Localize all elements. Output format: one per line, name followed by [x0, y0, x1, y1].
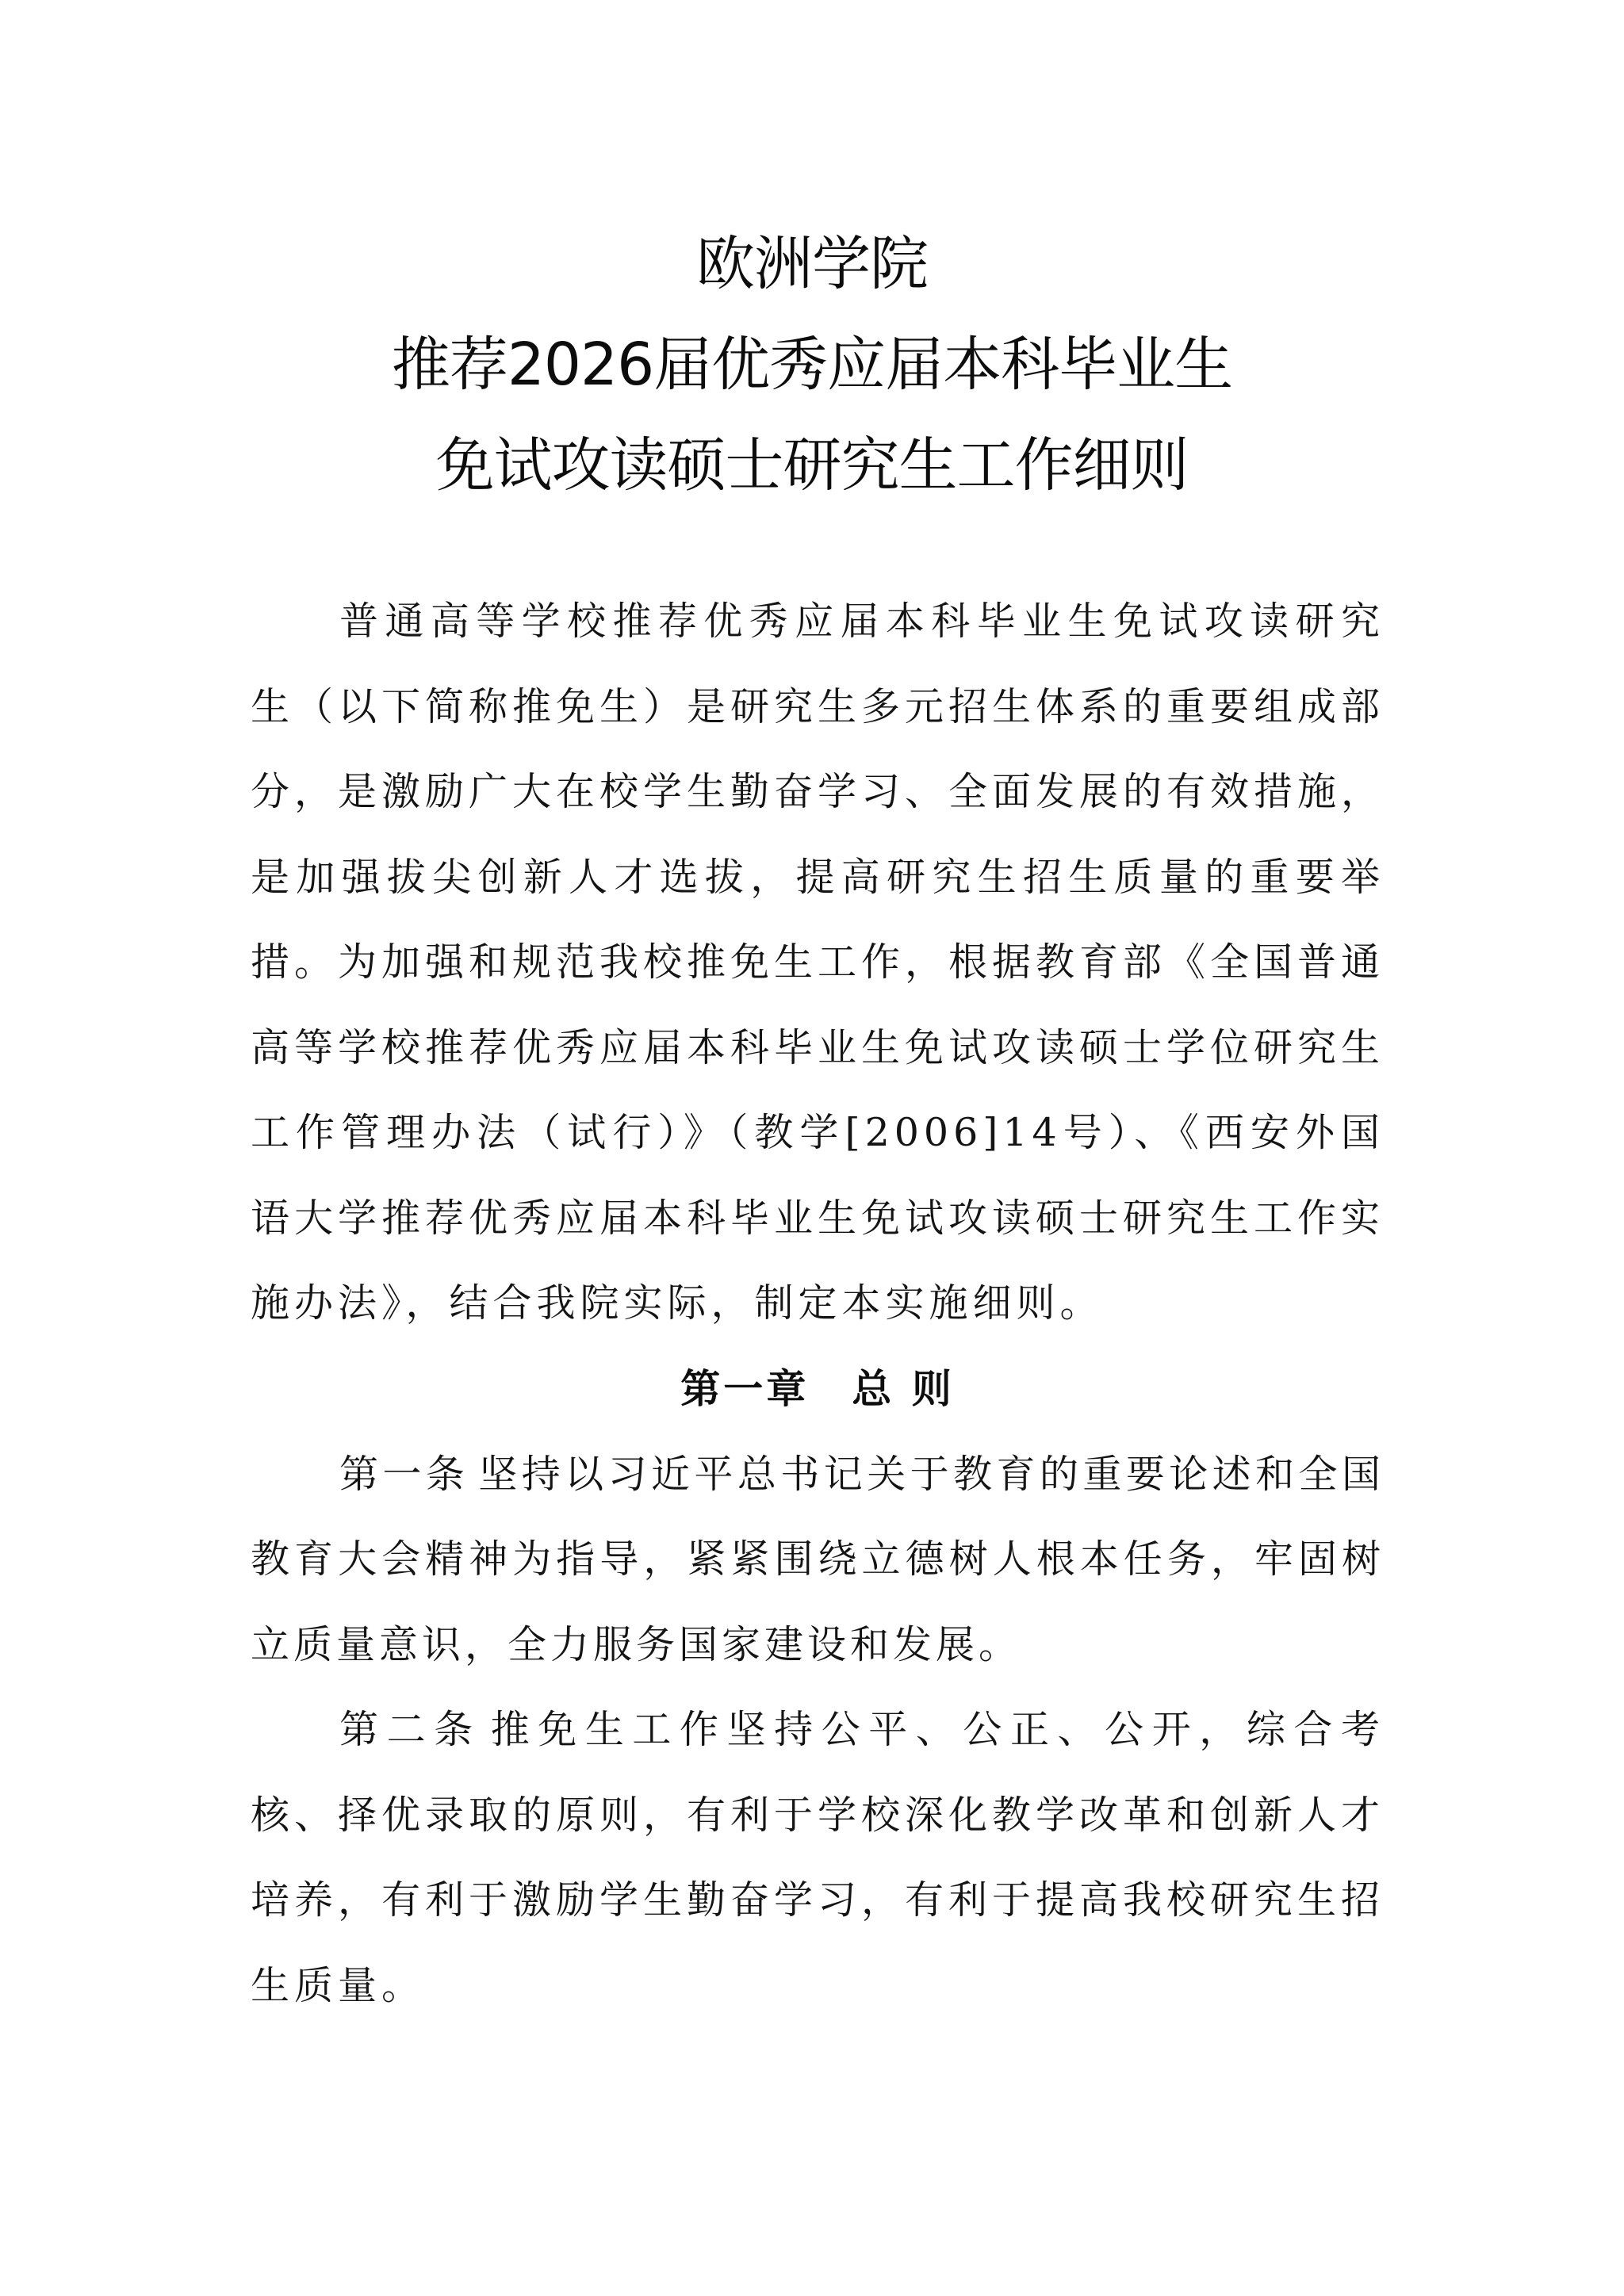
- title-line-document-type: 免试攻读硕士研究生工作细则: [435, 431, 1189, 499]
- title-line-institution: 欧洲学院: [696, 230, 928, 298]
- title-line-subject: 推荐2026届优秀应届本科毕业生: [391, 331, 1233, 399]
- document-title: [0, 214, 1624, 516]
- intro-paragraph: 普通高等学校推荐优秀应届本科毕业生免试攻读研究生（以下简称推免生）是研究生多元招生体系的重要组成部分，是激励广大在校学生勤奋学习、全面发展的有效措施，是加强拔尖创新人才选拔，提高研究生招生质量的重要举措。为加强和规范我校推免生工作，根据教育部《全国普通高等学校推荐优秀应届本科毕业生免试攻读硕士学位研究生工作管理办法（试行）》（教学[2006]14号）、《西安外国语大学推荐优秀应届本科毕业生免试攻读硕士研究生工作实施办法》，结合我院实际，制定本实施细则。: [251, 599, 1385, 1326]
- article-label: 第一条: [339, 1451, 469, 1497]
- article-2: [251, 1687, 1385, 2028]
- document-body: [251, 579, 1385, 2028]
- chapter-heading: 第一章 总 则: [680, 1365, 955, 1412]
- article-text: 推免生工作坚持公平、公正、公开，综合考核、择优录取的原则，有利于学校深化教学改革和创新人才培养，有利于激励学生勤奋学习，有利于提高我校研究生招生质量。: [251, 1707, 1385, 2008]
- article-1: [251, 1432, 1385, 1688]
- article-text: 坚持以习近平总书记关于教育的重要论述和全国教育大会精神为指导，紧紧围绕立德树人根本任务，牢固树立质量意识，全力服务国家建设和发展。: [251, 1451, 1385, 1667]
- article-label: 第二条: [339, 1707, 481, 1752]
